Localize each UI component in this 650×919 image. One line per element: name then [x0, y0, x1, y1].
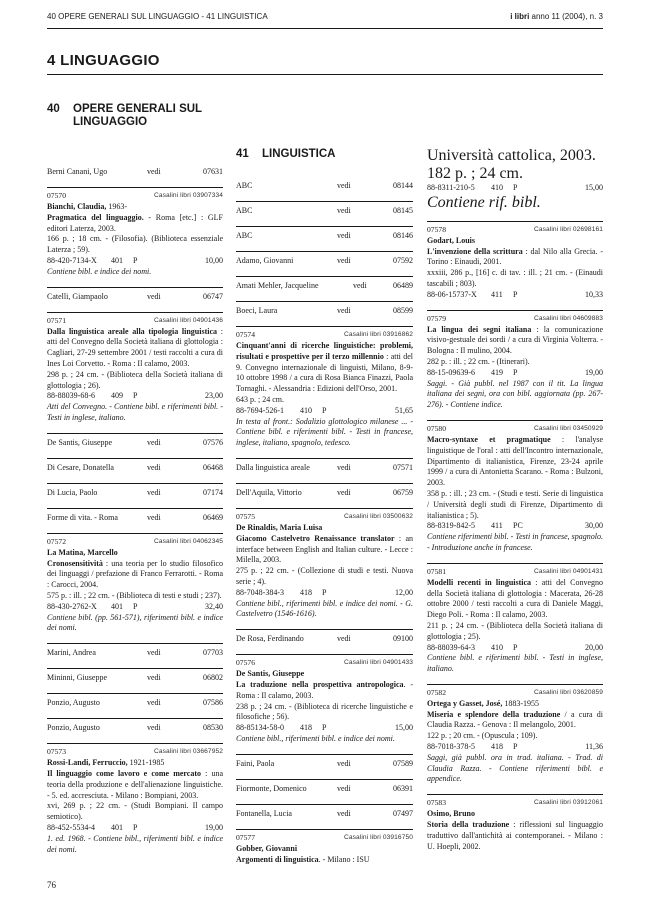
xref-row: Di Cesare, Donatella vedi 06468: [47, 462, 223, 472]
entry-07580: 07580 Casalini libri 03450929 Macro-syntaxe et pragmatique : l'analyse linguistique de l'oral : atti dell'Incontro internazionale, Dipartimento di italianistica, Firenze, 23-24 aprile 1999 / a cura di Antonietta Scarano. - Roma : Bulzoni, 2003. 358 p. : ill. ; 23 cm. - (Studi e testi. Serie di linguistica / Università degli studi di Firenze, Dipartimento di italianistica ; 5). 88-8319-842-5 411 PC 30,00 Contiene riferimenti bibl. - Testi in francese, spagnolo. - Introduzione anche in francese.: [427, 420, 603, 563]
entry-07575: 07575 Casalini libri 03500632 De Rinaldis, Maria Luisa Giacomo Castelvetro Renaissance translator : an interface between English and Italian culture. - Lecce : Milella, 2003. 275 p. ; 22 cm. - (Collezione di studi e testi. Nuova serie ; 4). 88-7048-384-3 418 P 12,00 Contiene bibl., riferimenti bibl. e indice dei nomi. - G. Castelvetro (1546-1616).: [236, 508, 413, 629]
xref-row: Faini, Paola vedi 07589: [236, 758, 413, 768]
entry-07578: 07578 Casalini libri 02698161 Godart, Louis L'invenzione della scrittura : dal Nilo alla Grecia. - Torino : Einaudi, 2001. xxxiii, 286 p., [16] c. di tav. : ill. ; 21 cm. - (Einaudi tascabili ; 803). 88-06-15737-X 411 P 10,33: [427, 221, 603, 310]
column-1: [47, 103, 223, 864]
entry-07583: 07583 Casalini libri 03912061 Osimo, Bruno Storia della traduzione : riflessioni sul linguaggio traduttivo dall'antichità ai contemporanei. - Milano : U. Hoepli, 2002.: [427, 794, 603, 861]
running-header-right: i libri anno 11 (2004), n. 3: [510, 12, 603, 21]
entry-07577-continued: Università cattolica, 2003. 182 p. ; 24 cm. 88-8311-210-5 410 P 15,00 Contiene rif. bibl.: [427, 147, 603, 211]
xref-row: Forme di vita. - Roma vedi 06469: [47, 512, 223, 522]
entry-07574: 07574 Casalini libri 03916862 Cinquant'anni di ricerche linguistiche: problemi, risultati e prospettive per il terzo millennio : atti del 9. Convegno internazionale di linguisti, Milano, 8-9-10 ottobre 1998 / a cura di Rosa Bianca Finazzi, Paola Tornaghi. - Alessandria : Edizioni dell'Orso, 2001. 643 p. ; 24 cm. 88-7694-526-1 410 P 51,65 In testa al front.: Sodalizio glottologico milanese ... - Contiene bibl. e riferimenti bibl. - Testi in francese, inglese, italiano, spagnolo, tedesco.: [236, 326, 413, 458]
column-2: [236, 148, 413, 874]
entry-07576: 07576 Casalini libri 04901433 De Santis, Giuseppe La traduzione nella prospettiva antropologica. - Roma : Il calamo, 2003. 238 p. ; 24 cm. - (Biblioteca di ricerche linguistiche e filosofiche ; 56). 88-85134-58-0 418 P 15,00 Contiene bibl., riferimenti bibl. e indice dei nomi.: [236, 654, 413, 754]
entry-07582: 07582 Casalini libri 03620859 Ortega y Gasset, José, 1883-1955 Miseria e splendore della traduzione / a cura di Claudia Razza. - Genova : Il melangolo, 2001. 122 p. ; 20 cm. - (Opuscula ; 109). 88-7018-378-5 418 P 11,36 Saggi, già pubbl. ora in trad. italiana. - Trad. di Claudia Razza. - Contiene riferimenti bibl. e appendice.: [427, 684, 603, 794]
xref-row: Ponzio, Augusto vedi 07586: [47, 698, 223, 708]
entry-07573: 07573 Casalini libri 03667952 Rossi-Landi, Ferruccio, 1921-1985 Il linguaggio come lavoro e come mercato : una teoria della produzione e dell'alienazione linguistiche. - 5. ed. accresciuta. - Milano : Bompiani, 2003. xvi, 269 p. ; 22 cm. - (Studi Bompiani. Il campo semiotico). 88-452-5534-4 401 P 19,00 1. ed. 1968. - Contiene bibl., riferimenti bibl. e indice dei nomi.: [47, 743, 223, 864]
heading-40: 40 OPERE GENERALI SUL LINGUAGGIO: [47, 103, 202, 128]
xref-block: [47, 163, 223, 187]
xref-row: Amati Mehler, Jacqueline vedi 06489: [236, 281, 413, 290]
xref-block: [47, 287, 223, 312]
entry-07581: 07581 Casalini libri 04901431 Modelli recenti in linguistica : atti del Convegno della Società italiana di glottologia : Macerata, 26-28 ottobre 2000 / testi raccolti a cura di Daniele Maggi, Diego Poli. - Roma : Il calamo, 2003. 211 p. ; 24 cm. - (Biblioteca della Società italiana di glottologia ; 25). 88-88039-64-3 410 P 20,00 Contiene bibl. e riferimenti bibl. - Testi in inglese, italiano.: [427, 563, 603, 684]
header-rule: [47, 28, 603, 29]
xref-row: ABC vedi 08146: [236, 231, 413, 240]
running-header: [47, 12, 603, 26]
xref-row: Catelli, Giampaolo vedi 06747: [47, 291, 223, 301]
xref-row: Dell'Aquila, Vittorio vedi 06759: [236, 487, 413, 497]
section-rule: [47, 74, 603, 75]
xref-row: Di Lucia, Paolo vedi 07174: [47, 487, 223, 497]
xref-row: Dalla linguistica areale vedi 07571: [236, 462, 413, 472]
xref-row: Adamo, Giovanni vedi 07592: [236, 256, 413, 265]
xref-row: Fontanella, Lucia vedi 07497: [236, 808, 413, 818]
page-number: 76: [47, 880, 56, 890]
xref-row: Marini, Andrea vedi 07703: [47, 648, 223, 658]
xref-row: Ponzio, Augusto vedi 08530: [47, 723, 223, 733]
xref-row: Boeci, Laura vedi 08599: [236, 306, 413, 315]
section-title: 4 LINGUAGGIO: [47, 52, 160, 69]
xref-row: ABC vedi 08145: [236, 206, 413, 215]
xref-row: ABC vedi 08144: [236, 181, 413, 190]
xref-row: De Rosa, Ferdinando vedi 09100: [236, 634, 413, 644]
entry-07579: 07579 Casalini libri 04609883 La lingua dei segni italiana : la comunicazione visivo-gestuale dei sordi / a cura di Virginia Volterra. - Bologna : Il mulino, 2004. 282 p. : ill. ; 22 cm. - (Itinerari). 88-15-09639-6 419 P 19,00 Saggi. - Già pubbl. nel 1987 con il tit. La lingua italiana dei segni, ora con bibl. aggiornata (pp. 267-276). - Contiene indice.: [427, 310, 603, 420]
entry-07572: 07572 Casalini libri 04062345 La Matina, Marcello Cronosensitività : una teoria per lo studio filosofico dei linguaggi / prefazione di Franco Ferrarotti. - Roma : Carocci, 2004. 575 p. : ill. ; 22 cm. - (Biblioteca di testi e studi ; 237). 88-430-2762-X 401 P 32,40 Contiene bibl. (pp. 561-571), riferimenti bibl. e indice dei nomi.: [47, 533, 223, 643]
xref-row: Mininni, Giuseppe vedi 06802: [47, 673, 223, 683]
entry-07571: 07571 Casalini libri 04901436 Dalla linguistica areale alla tipologia linguistica : atti del Convegno della Società italiana di glottologia : Cagliari, 27-29 settembre 2001 / testi raccolti a cura di Ines Loi Corvetto. - Roma : Il calamo, 2003. 298 p. ; 24 cm. - (Biblioteca della Società italiana di glottologia ; 26). 88-88039-68-6 409 P 23,00 Atti del Convegno. - Contiene bibl. e riferimenti bibl. - Testi in inglese, italiano.: [47, 312, 223, 433]
heading-41: 41 LINGUISTICA: [236, 148, 336, 160]
xref-row: Berni Canani, Ugo vedi 07631: [47, 167, 223, 176]
xref-row: De Santis, Giuseppe vedi 07576: [47, 437, 223, 447]
entry-07577: 07577 Casalini libri 03916750 Gobber, Giovanni Argomenti di linguistica. - Milano : ISU: [236, 829, 413, 875]
column-3: [427, 147, 603, 861]
xref-row: Fiormonte, Domenico vedi 06391: [236, 783, 413, 793]
entry-07570: 07570 Casalini libri 03907334 Bianchi, Claudia, 1963- Pragmatica del linguaggio. - Roma [etc.] : GLF editori Laterza, 2003. 166 p. ; 18 cm. - (Filosofia). (Biblioteca essenziale Laterza ; 59). 88-420-7134-X 401 P 10,00 Contiene bibl. e indice dei nomi.: [47, 187, 223, 287]
running-header-left: 40 OPERE GENERALI SUL LINGUAGGIO - 41 LINGUISTICA: [47, 12, 268, 21]
